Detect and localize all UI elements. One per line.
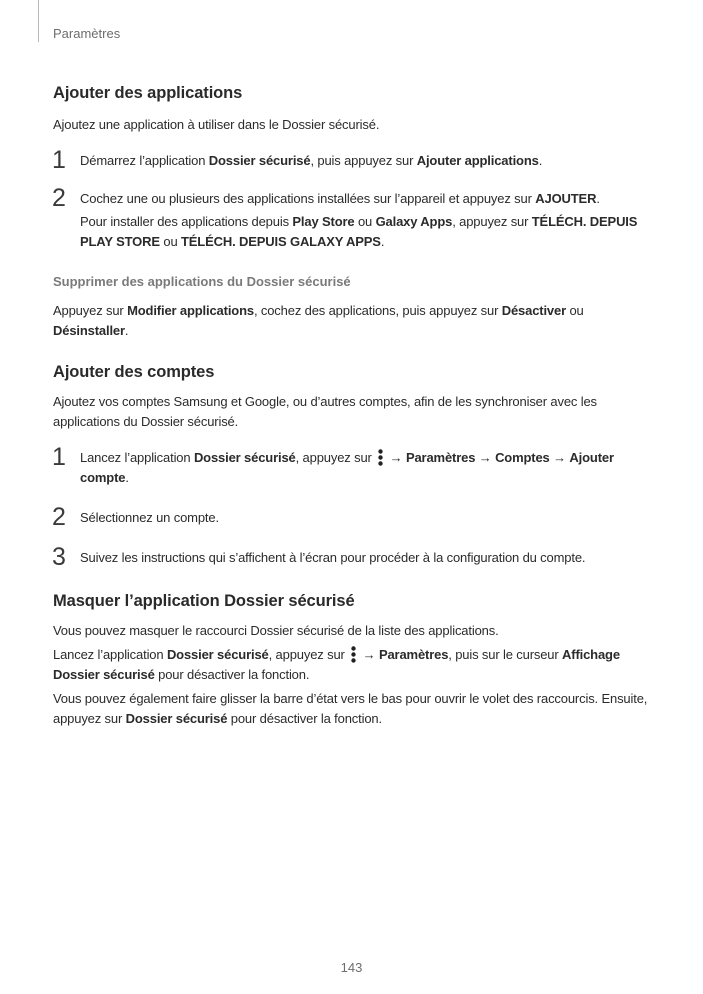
step-number: 2 [52,184,66,212]
step-text: Suivez les instructions qui s’affichent à l’écran pour procéder à la configuration du compte. [80,550,586,565]
paragraph-masquer-3: Vous pouvez également faire glisser la barre d’état vers le bas pour ouvrir le volet des raccourcis. Ensuite, appuyez sur Dossier sécurisé pour désactiver la fonction. [53,691,648,726]
step-2-ajouter-applications [52,184,653,252]
step-1-ajouter-applications [52,146,653,174]
kebab-menu-icon [377,449,384,466]
step-text: Cochez une ou plusieurs des applications installées sur l’appareil et appuyez sur AJOUTER. [80,191,600,206]
step-3-ajouter-comptes [52,543,653,571]
heading-ajouter-applications: Ajouter des applications [53,84,243,102]
intro-ajouter-applications: Ajoutez une application à utiliser dans le Dossier sécurisé. [53,117,380,132]
step-text: Sélectionnez un compte. [80,510,219,525]
intro-ajouter-comptes: Ajoutez vos comptes Samsung et Google, ou d’autres comptes, afin de les synchroniser avec les applications du Dossier sécurisé. [53,394,597,429]
heading-masquer-application: Masquer l’application Dossier sécurisé [53,592,355,610]
paragraph-masquer-1: Vous pouvez masquer le raccourci Dossier sécurisé de la liste des applications. [53,623,499,638]
page-content [53,84,653,729]
paragraph-supprimer-applications: Appuyez sur Modifier applications, cochez des applications, puis appuyez sur Désactiver ou Désinstaller. [53,303,584,338]
page-number: 143 [340,960,363,975]
step-2-ajouter-comptes [52,503,653,531]
kebab-menu-icon [350,646,357,663]
step-number: 1 [52,443,66,471]
step-number: 3 [52,543,66,571]
page-margin-rule [38,0,39,42]
step-1-ajouter-comptes [52,443,653,488]
paragraph-masquer-2: Lancez l’application Dossier sécurisé, appuyez sur → Paramètres, puis sur le curseur Affichage Dossier sécurisé pour désactiver la fonction. [53,647,620,682]
step-text: Lancez l’application Dossier sécurisé, appuyez sur → Paramètres → Comptes → Ajouter compte. [80,450,614,485]
step-text: Démarrez l’application Dossier sécurisé, puis appuyez sur Ajouter applications. [80,153,543,168]
step-number: 1 [52,146,66,174]
subheading-supprimer-applications: Supprimer des applications du Dossier sécurisé [53,274,351,289]
step-note: Pour installer des applications depuis Play Store ou Galaxy Apps, appuyez sur TÉLÉCH. DEPUIS PLAY STORE ou TÉLÉCH. DEPUIS GALAXY APPS. [80,214,638,249]
step-number: 2 [52,503,66,531]
heading-ajouter-comptes: Ajouter des comptes [53,363,215,381]
running-header: Paramètres [53,26,121,41]
